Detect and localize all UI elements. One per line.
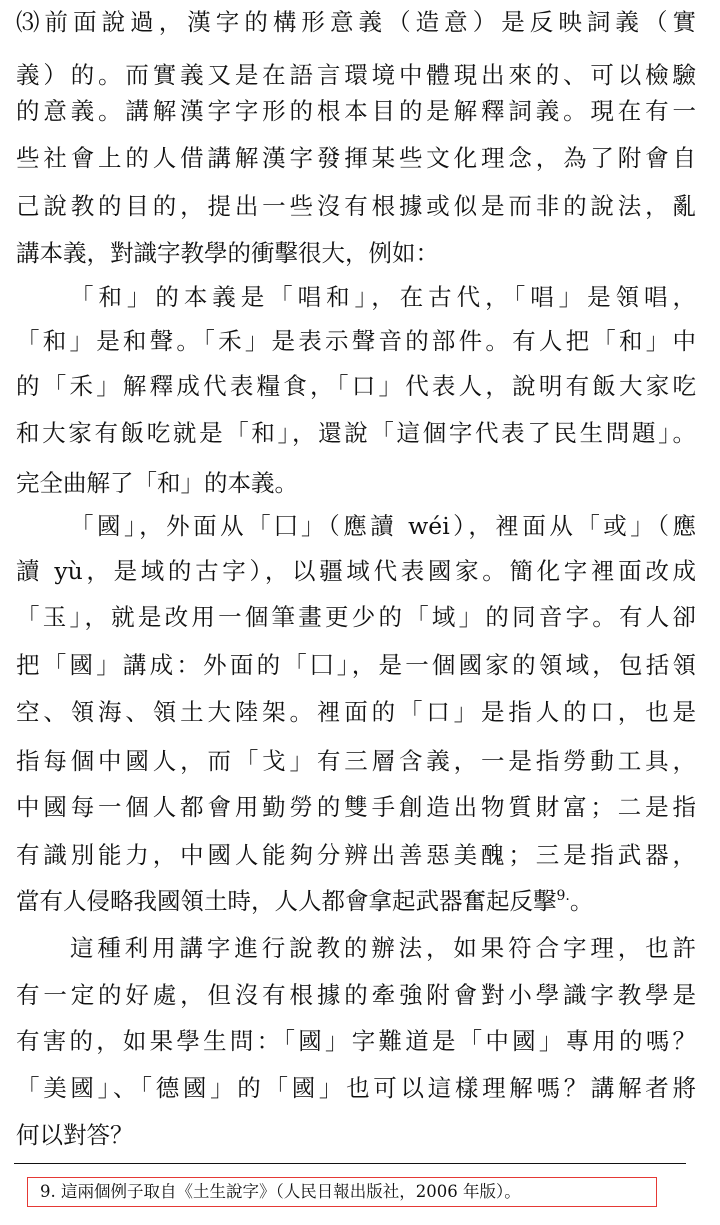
- body-text-line: 「和」是和聲。「禾」是表示聲音的部件。有人把「和」中: [16, 327, 696, 355]
- body-text-line: 「玉」，就是改用一個筆畫更少的「域」的同音字。有人卻: [16, 603, 696, 631]
- body-text-line: 和大家有飯吃就是「和」，還說「這個字代表了民生問題」。: [16, 419, 696, 447]
- body-text-line: 這種利用講字進行說教的辦法，如果符合字理，也許: [70, 934, 696, 962]
- body-text-line: 把「國」講成：外面的「囗」，是一個國家的領域，包括領: [16, 651, 696, 679]
- footnote-divider: [14, 1163, 686, 1164]
- body-text-line: 讀 yù，是域的古字），以疆域代表國家。簡化字裡面改成: [16, 557, 696, 585]
- body-text-line: ⑶前面說過，漢字的構形意義（造意）是反映詞義（實: [16, 8, 696, 36]
- body-text-line: 何以對答？: [16, 1121, 134, 1149]
- body-text-line: 有害的，如果學生問：「國」字難道是「中國」專用的嗎？: [16, 1027, 696, 1055]
- body-text-span: 。: [569, 887, 594, 915]
- body-text-line: 講本義，對識字教學的衝擊很大，例如：: [16, 239, 439, 267]
- body-text-span: 當有人侵略我國領土時，人人都會拿起武器奮起反擊: [16, 887, 557, 915]
- footnote: 9. 這兩個例子取自《土生說字》（人民日報出版社，2006 年版）。: [27, 1177, 657, 1207]
- body-text-line: 空、領海、領土大陸架。裡面的「口」是指人的口，也是: [16, 698, 696, 726]
- body-text-line: 義）的。而實義又是在語言環境中體現出來的、可以檢驗: [16, 61, 696, 89]
- body-text-line: 中國每一個人都會用勤勞的雙手創造出物質財富；二是指: [16, 793, 696, 821]
- body-text-line: 些社會上的人借講解漢字發揮某些文化理念，為了附會自: [16, 144, 696, 172]
- body-text-line: 「美國」、「德國」的「國」也可以這樣理解嗎？講解者將: [16, 1074, 696, 1102]
- body-text-line: 有一定的好處，但沒有根據的牽強附會對小學識字教學是: [16, 981, 696, 1009]
- body-text-line: 的「禾」解釋成代表糧食，「口」代表人，說明有飯大家吃: [16, 372, 696, 400]
- body-text-line: [16, 881, 696, 921]
- body-text-line: 有識別能力，中國人能夠分辨出善惡美醜；三是指武器，: [16, 841, 696, 869]
- body-text-line: 「和」的本義是「唱和」，在古代，「唱」是領唱，: [70, 283, 696, 311]
- footnote-reference[interactable]: 9.: [556, 888, 570, 904]
- body-text-line: 「國」，外面从「囗」（應讀 wéi），裡面从「或」（應: [70, 512, 696, 540]
- body-text-line: 指每個中國人，而「戈」有三層含義，一是指勞動工具，: [16, 747, 696, 775]
- body-text-line: 的意義。講解漢字字形的根本目的是解釋詞義。現在有一: [16, 97, 696, 125]
- body-text-line: 己說教的目的，提出一些沒有根據或似是而非的說法，亂: [16, 192, 696, 220]
- body-text-line: 完全曲解了「和」的本義。: [16, 469, 298, 497]
